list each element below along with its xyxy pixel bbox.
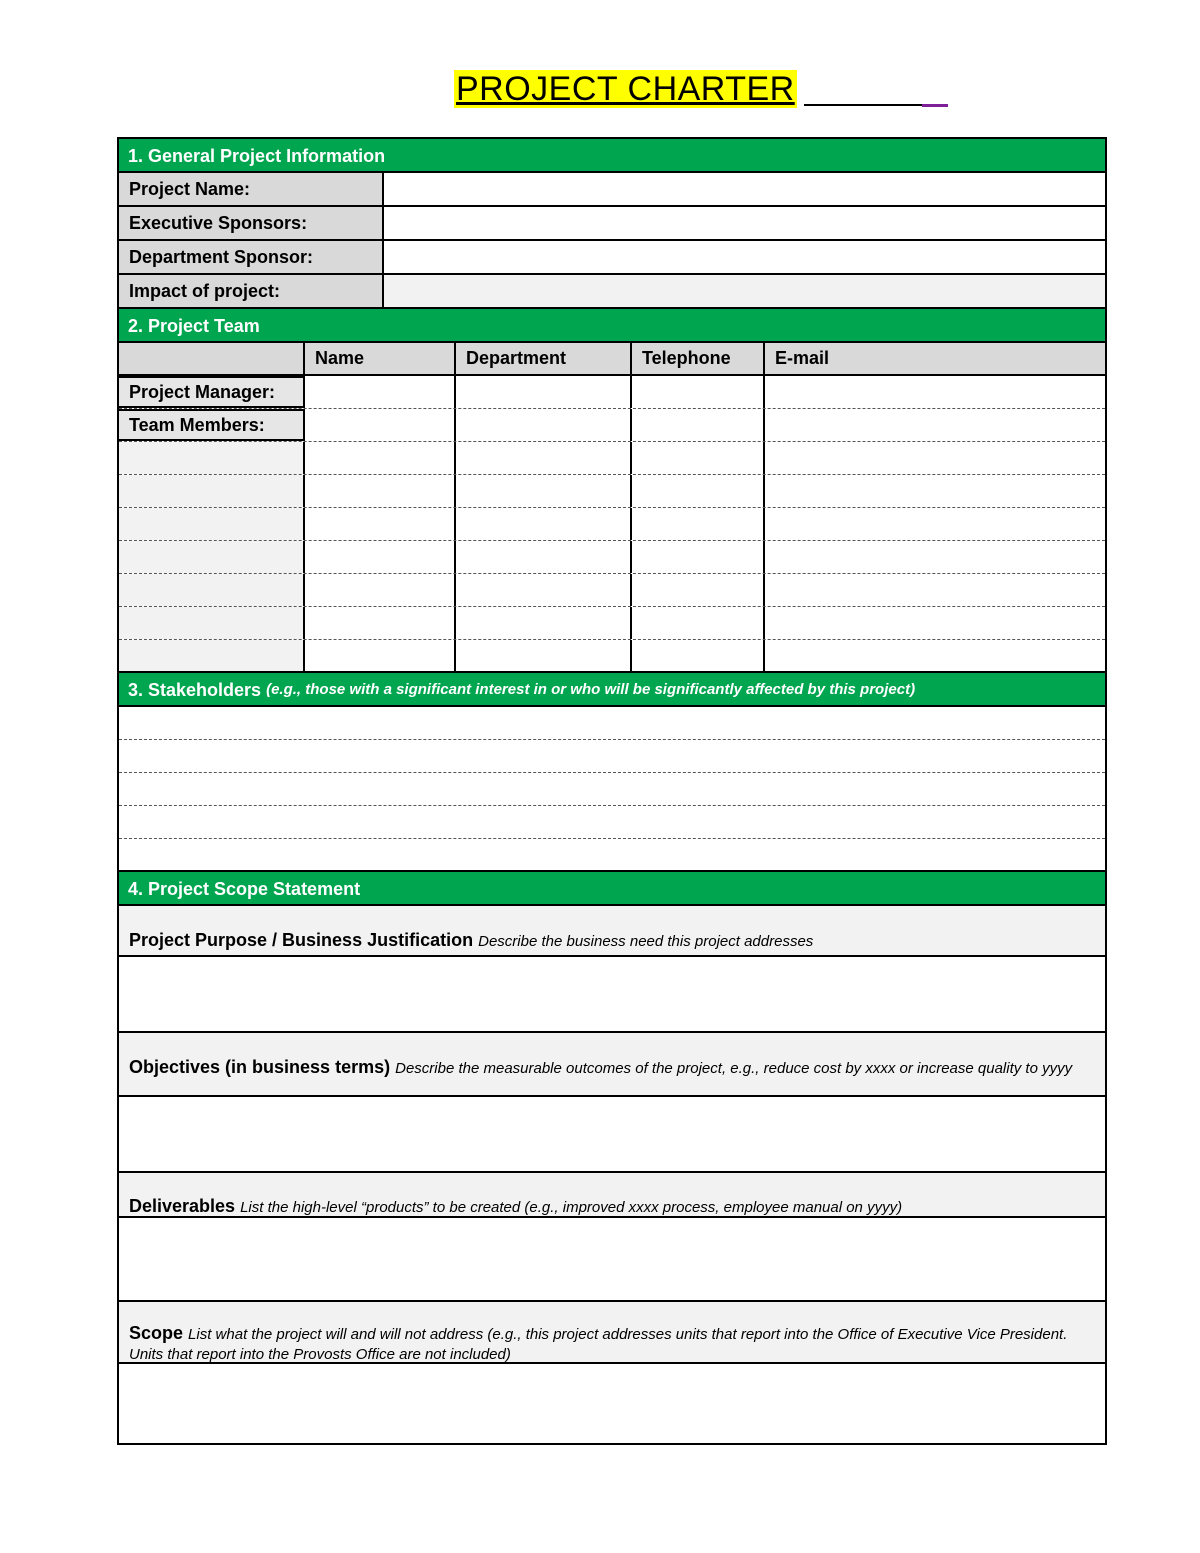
team-col-telephone: Telephone (632, 343, 765, 374)
table-cell[interactable] (632, 442, 765, 474)
title-underline (804, 104, 924, 106)
deliverables-label: Deliverables (129, 1196, 236, 1216)
scope-hint: List what the project will and will not address (e.g., this project addresses units that report into the Office of Executive Vice President. Units that report into the Provosts Office are not included) (129, 1326, 1068, 1363)
project-name-label: Project Name: (119, 173, 384, 205)
table-cell[interactable] (456, 640, 632, 671)
executive-sponsors-label: Executive Sponsors: (119, 207, 384, 239)
table-cell[interactable] (305, 508, 456, 540)
table-cell[interactable] (456, 442, 632, 474)
stakeholder-line[interactable] (119, 707, 1105, 740)
deliverables-hint: List the high-level “products” to be created (e.g., improved xxxx process, employee manual on yyyy) (240, 1199, 903, 1216)
section-scope-title: 4. Project Scope Statement (128, 879, 361, 899)
deliverables-header (119, 1173, 1105, 1218)
impact-label: Impact of project: (119, 275, 384, 307)
purpose-hint: Describe the business need this project addresses (478, 933, 814, 950)
impact-row (119, 275, 1105, 309)
table-cell[interactable] (456, 376, 632, 408)
section-general-heading (119, 139, 1105, 173)
section-team-heading (119, 309, 1105, 343)
stakeholder-line[interactable] (119, 806, 1105, 839)
section-stakeholders-title: 3. Stakeholders (128, 680, 262, 700)
table-cell[interactable] (119, 475, 305, 507)
table-cell[interactable] (632, 541, 765, 573)
executive-sponsors-row (119, 207, 1105, 241)
table-cell[interactable] (765, 541, 1105, 573)
table-cell[interactable] (119, 640, 305, 671)
team-members-row (119, 409, 1105, 442)
scope-label: Scope (129, 1323, 184, 1343)
impact-field[interactable] (384, 275, 1105, 307)
table-cell[interactable] (765, 640, 1105, 671)
objectives-field[interactable] (119, 1097, 1105, 1173)
table-cell[interactable] (456, 541, 632, 573)
table-cell[interactable] (119, 442, 305, 474)
table-cell[interactable] (305, 409, 456, 441)
purpose-field[interactable] (119, 957, 1105, 1033)
table-cell[interactable] (765, 409, 1105, 441)
table-row (119, 607, 1105, 640)
table-cell[interactable] (632, 475, 765, 507)
table-row (119, 508, 1105, 541)
table-cell[interactable] (456, 475, 632, 507)
deliverables-field[interactable] (119, 1218, 1105, 1302)
table-cell[interactable] (305, 640, 456, 671)
stakeholder-line[interactable] (119, 740, 1105, 773)
project-name-row (119, 173, 1105, 207)
table-cell[interactable] (305, 475, 456, 507)
section-general-title: 1. General Project Information (128, 146, 386, 166)
table-cell[interactable] (119, 574, 305, 606)
title-block (454, 70, 949, 110)
table-cell[interactable] (305, 376, 456, 408)
stakeholders-hint: (e.g., those with a significant interest in or who will be significantly affected by this project) (266, 681, 916, 698)
team-col-department: Department (456, 343, 632, 374)
table-cell[interactable] (305, 574, 456, 606)
charter-form (117, 137, 1107, 1445)
table-cell[interactable] (632, 607, 765, 639)
scope-header (119, 1302, 1105, 1364)
title-underline-accent (922, 104, 948, 107)
table-cell[interactable] (305, 541, 456, 573)
table-cell[interactable] (456, 607, 632, 639)
table-cell[interactable] (632, 376, 765, 408)
table-row (119, 475, 1105, 508)
table-row (119, 640, 1105, 673)
table-cell[interactable] (632, 640, 765, 671)
project-manager-label: Project Manager: (119, 376, 305, 408)
objectives-header (119, 1033, 1105, 1097)
department-sponsor-field[interactable] (384, 241, 1105, 273)
table-row (119, 541, 1105, 574)
table-cell[interactable] (305, 607, 456, 639)
table-row (119, 442, 1105, 475)
page-title: PROJECT CHARTER (456, 70, 795, 108)
project-manager-row (119, 376, 1105, 409)
table-cell[interactable] (765, 475, 1105, 507)
section-scope-heading (119, 872, 1105, 906)
table-cell[interactable] (119, 607, 305, 639)
purpose-header (119, 906, 1105, 957)
table-cell[interactable] (119, 541, 305, 573)
table-cell[interactable] (305, 442, 456, 474)
table-cell[interactable] (632, 508, 765, 540)
section-team-title: 2. Project Team (128, 316, 260, 336)
table-cell[interactable] (456, 409, 632, 441)
table-cell[interactable] (765, 442, 1105, 474)
table-cell[interactable] (632, 409, 765, 441)
stakeholder-line[interactable] (119, 773, 1105, 806)
team-col-email: E-mail (765, 343, 1105, 374)
executive-sponsors-field[interactable] (384, 207, 1105, 239)
team-header-row (119, 343, 1105, 376)
department-sponsor-row (119, 241, 1105, 275)
table-cell[interactable] (456, 574, 632, 606)
table-cell[interactable] (632, 574, 765, 606)
table-cell[interactable] (765, 508, 1105, 540)
project-name-field[interactable] (384, 173, 1105, 205)
department-sponsor-label: Department Sponsor: (119, 241, 384, 273)
objectives-hint: Describe the measurable outcomes of the project, e.g., reduce cost by xxxx or increase quality to yyyy (395, 1060, 1073, 1077)
table-cell[interactable] (765, 607, 1105, 639)
team-header-blank (119, 343, 305, 374)
scope-field[interactable] (119, 1364, 1105, 1443)
team-col-name: Name (305, 343, 456, 374)
table-cell[interactable] (456, 508, 632, 540)
team-members-label: Team Members: (119, 409, 305, 441)
table-row (119, 574, 1105, 607)
objectives-label: Objectives (in business terms) (129, 1057, 391, 1077)
table-cell[interactable] (765, 574, 1105, 606)
table-cell[interactable] (119, 508, 305, 540)
section-stakeholders-heading (119, 673, 1105, 707)
purpose-label: Project Purpose / Business Justification (129, 930, 474, 950)
table-cell[interactable] (765, 376, 1105, 408)
stakeholder-line[interactable] (119, 839, 1105, 872)
